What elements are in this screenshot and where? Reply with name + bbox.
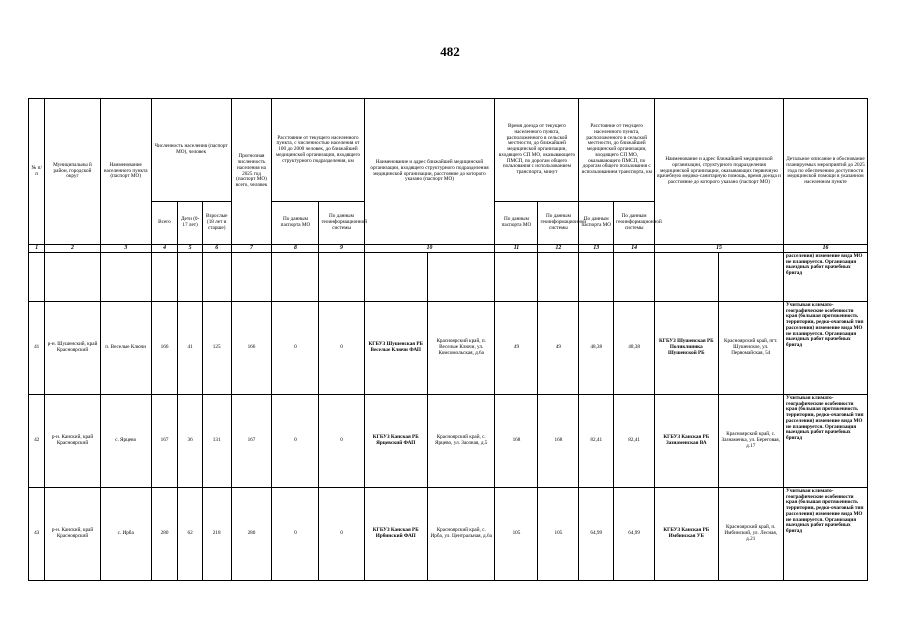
row-settlement: с. Ярцево — [100, 395, 151, 488]
continuation-row — [29, 253, 868, 302]
column-number-row — [29, 245, 868, 253]
row-dist2-passport: 48,38 — [579, 302, 614, 395]
row-district: р-н. Шушенский, край Красноярский — [45, 302, 100, 395]
col-num: 12 — [538, 245, 579, 253]
row-primary-name: КГБУЗ Шушенская РБ Поликлиника Шушенской РБ — [655, 302, 718, 395]
table-row — [29, 488, 868, 581]
row-settlement: с. Ирба — [100, 488, 151, 581]
row-primary-address: Красноярский край, с. Зазнаменка, ул. Береговая, д.17 — [718, 395, 783, 488]
row-number: 42 — [29, 395, 45, 488]
col-num: 9 — [319, 245, 364, 253]
row-number: 41 — [29, 302, 45, 395]
row-org-name: КГБУЗ Канская РБ Ирбинский ФАП — [364, 488, 427, 581]
row-time-passport: 49 — [495, 302, 538, 395]
header-district: Муниципальны й район, городской округ — [45, 99, 100, 245]
row-dist2-geo: 64,99 — [614, 488, 655, 581]
row-dist2-geo: 82,41 — [614, 395, 655, 488]
row-dist-passport: 0 — [272, 302, 319, 395]
header-population: Численность населения (паспорт МО), человек — [151, 99, 231, 202]
header-nearest-org: Наименование и адрес ближайшей медицинской организации, входящего структурного подразделения медицинской организации, расстояние до которого указано (паспорт МО) — [364, 99, 495, 245]
data-rows — [29, 302, 868, 581]
continuation-note: расселения) изменение вида МО не планируется. Организация выездных работ врачебных бригад — [783, 253, 867, 302]
header-num: № п/п — [29, 99, 45, 245]
header-travel-time: Время доезда от текущего населенного пункта, расположенного в сельской местности, до ближайшей медицинской организации, входящего СП МО, оказывающего ПМСП, по дорогам общего пользования с использованием транспорта, минут — [495, 99, 579, 202]
row-dist-geo: 0 — [319, 302, 364, 395]
row-time-geo: 105 — [538, 488, 579, 581]
header-pop-adults: Взрослые (18 лет и старше) — [202, 202, 231, 245]
row-forecast: 280 — [231, 488, 272, 581]
row-time-geo: 49 — [538, 302, 579, 395]
header-primary-org: Наименование и адрес ближайшей медицинской организации, структурного подразделения медицинской организации, оказывающих первичную врачебную медико-санитарную помощь, время доезда и расстояние до которого указано (паспорт МО) — [655, 99, 784, 245]
row-time-passport: 168 — [495, 395, 538, 488]
row-dist-geo: 0 — [319, 395, 364, 488]
row-time-passport: 105 — [495, 488, 538, 581]
col-num: 4 — [151, 245, 178, 253]
row-district: р-н. Канский, край Красноярский — [45, 395, 100, 488]
row-dist2-geo: 48,38 — [614, 302, 655, 395]
header-time-passport: По данным паспорта МО — [495, 202, 538, 245]
row-forecast: 166 — [231, 302, 272, 395]
header-dist-geo: По данным геоинформационной системы — [319, 202, 364, 245]
row-primary-address: Красноярский край, пгт. Шушенское, ул. Первомайская, 54 — [718, 302, 783, 395]
row-number: 43 — [29, 488, 45, 581]
row-org-address: Красноярский край, п. Веселые Ключи, ул. Комсомольская, д.6а — [427, 302, 495, 395]
col-num: 15 — [655, 245, 784, 253]
row-org-address: Красноярский край, с. Ирба, ул. Центральная, д.6а — [427, 488, 495, 581]
row-primary-name: КГБУЗ Канская РБ Имбинская УБ — [655, 488, 718, 581]
header-dist2-geo: По данным геоинформационной системы — [614, 202, 655, 245]
row-note: Учитывая климато-географические особенности края (большая протяженность территории, редко-очаговый тип расселения) изменение вида МО не планируется. Организация выездных работ врачебных бригад — [783, 395, 867, 488]
col-num: 10 — [364, 245, 495, 253]
header-distance: Расстояние от текущего населенного пункта, с численностью населения от 100 до 2000 человек, до ближайшей медицинской организации, входящего структурного подразделения, км — [272, 99, 364, 202]
row-dist-passport: 0 — [272, 488, 319, 581]
row-forecast: 167 — [231, 395, 272, 488]
row-org-address: Красноярский край, с. Ярцево, ул. Заозная, д.5 — [427, 395, 495, 488]
row-pop-children: 41 — [178, 302, 203, 395]
col-num: 2 — [45, 245, 100, 253]
row-primary-name: КГБУЗ Канская РБ Зазнаменская ВА — [655, 395, 718, 488]
col-num: 14 — [614, 245, 655, 253]
header-forecast: Прогнозная численность населения на 2025 год (паспорт МО) всего, человек — [231, 99, 272, 245]
col-num: 6 — [202, 245, 231, 253]
row-pop-adults: 131 — [202, 395, 231, 488]
row-primary-address: Красноярский край, п. Имбинский, ул. Лесная, д.21 — [718, 488, 783, 581]
header-settlement: Наименование населенного пункта (паспорт МО) — [100, 99, 151, 245]
col-num: 5 — [178, 245, 203, 253]
header-dist2-passport: По данным паспорта МО — [579, 202, 614, 245]
page-number: 482 — [440, 44, 460, 59]
row-pop-adults: 125 — [202, 302, 231, 395]
col-num: 16 — [783, 245, 867, 253]
row-district: р-н. Канский, край Красноярский — [45, 488, 100, 581]
row-note: Учитывая климато-географические особенности края (большая протяженность территории, редко-очаговый тип расселения) изменение вида МО не планируется. Организация выездных работ врачебных бригад — [783, 488, 867, 581]
header-row-top — [29, 99, 868, 202]
row-dist-geo: 0 — [319, 488, 364, 581]
row-pop-total: 280 — [151, 488, 178, 581]
row-dist2-passport: 82,41 — [579, 395, 614, 488]
row-pop-total: 166 — [151, 302, 178, 395]
col-num: 8 — [272, 245, 319, 253]
col-num: 3 — [100, 245, 151, 253]
col-num: 7 — [231, 245, 272, 253]
table-row — [29, 395, 868, 488]
row-pop-adults: 218 — [202, 488, 231, 581]
row-pop-total: 167 — [151, 395, 178, 488]
header-time-geo: По данным геоинформационной системы — [538, 202, 579, 245]
row-pop-children: 62 — [178, 488, 203, 581]
header-pop-children: Дети (0-17 лет) — [178, 202, 203, 245]
row-time-geo: 168 — [538, 395, 579, 488]
row-settlement: п. Веселые Ключи — [100, 302, 151, 395]
col-num: 11 — [495, 245, 538, 253]
header-dist-passport: По данным паспорта МО — [272, 202, 319, 245]
header-pop-total: Всего — [151, 202, 178, 245]
col-num: 1 — [29, 245, 45, 253]
row-org-name: КГБУЗ Шушенская РБ Веселые Ключи ФАП — [364, 302, 427, 395]
row-note: Учитывая климато-географические особенности края (большая протяженность территории, редко-очаговый тип расселения) изменение вида МО не планируется. Организация выездных работ врачебных бригад — [783, 302, 867, 395]
header-notes: Детальное описание в обоснование планируемых мероприятий до 2025 года по обеспечению доступности медицинской помощи в указанном населенном пункте — [783, 99, 867, 245]
row-dist2-passport: 64,99 — [579, 488, 614, 581]
row-dist-passport: 0 — [272, 395, 319, 488]
row-pop-children: 36 — [178, 395, 203, 488]
header-distance-road: Расстояние от текущего населенного пункта, расположенного в сельской местности, до ближайшей медицинской организации, входящего СП МО, оказывающего ПМСП, по дорогам общего пользования с использованием транспорта, км — [579, 99, 655, 202]
table-row — [29, 302, 868, 395]
row-org-name: КГБУЗ Канская РБ Ярцевский ФАП — [364, 395, 427, 488]
col-num: 13 — [579, 245, 614, 253]
data-table — [28, 98, 868, 581]
